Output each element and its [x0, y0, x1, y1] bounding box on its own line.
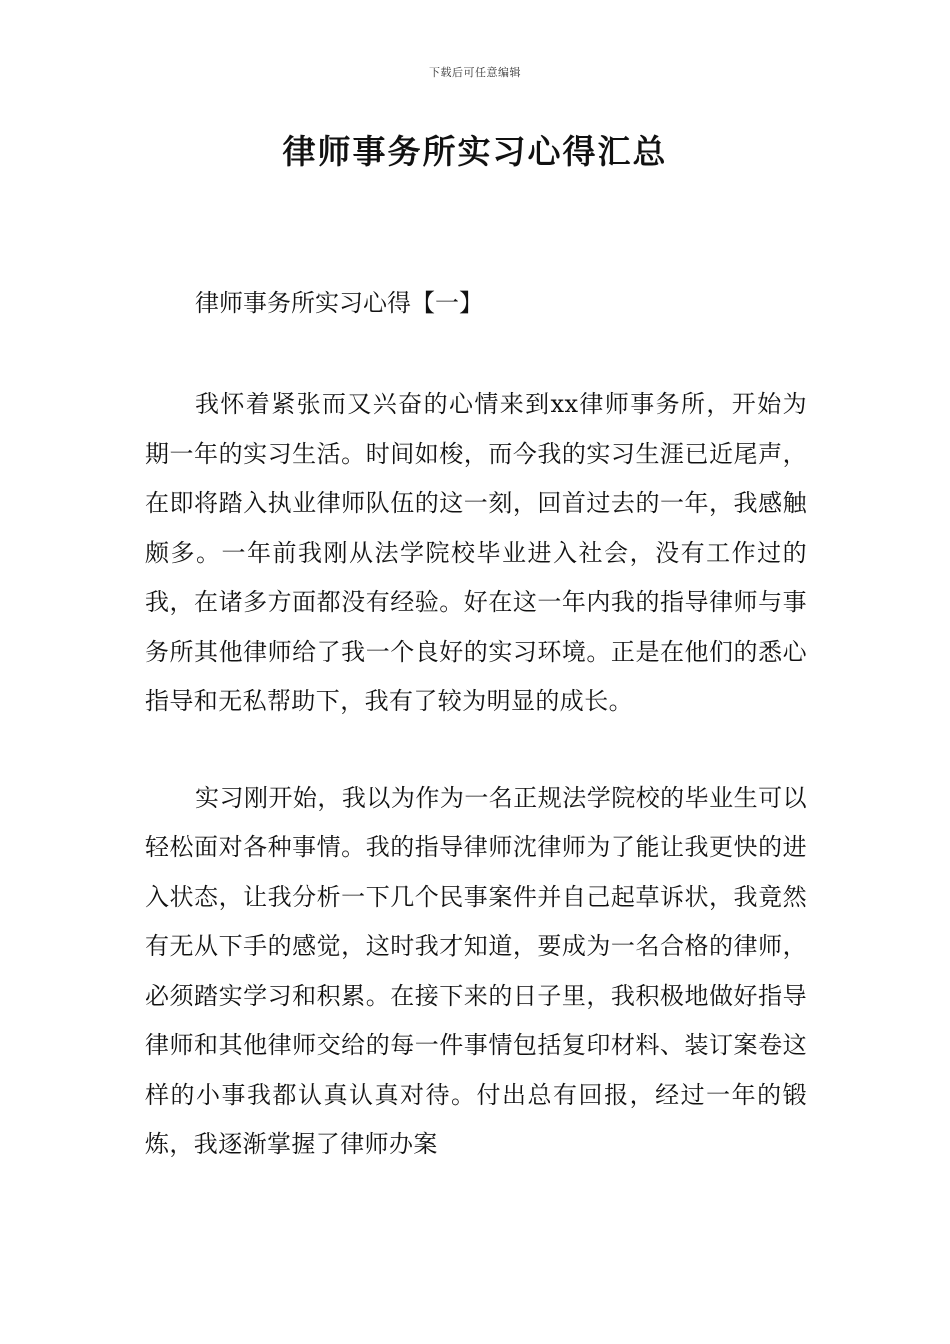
- paragraph-spacer: [145, 328, 807, 380]
- paragraph-1: 我怀着紧张而又兴奋的心情来到xx律师事务所，开始为期一年的实习生活。时间如梭，而今我的实习生涯已近尾声，在即将踏入执业律师队伍的这一刻，回首过去的一年，我感触颇多。一年前我刚从法学院校毕业进入社会，没有工作过的我，在诸多方面都没有经验。好在这一年内我的指导律师与事务所其他律师给了我一个良好的实习环境。正是在他们的悉心指导和无私帮助下，我有了较为明显的成长。: [145, 390, 807, 715]
- paragraph-2: 实习刚开始，我以为作为一名正规法学院校的毕业生可以轻松面对各种事情。我的指导律师沈律师为了能让我更快的进入状态，让我分析一下几个民事案件并自己起草诉状，我竟然有无从下手的感觉，这时我才知道，要成为一名合格的律师，必须踏实学习和积累。在接下来的日子里，我积极地做好指导律师和其他律师交给的每一件事情包括复印材料、装订案卷这样的小事我都认真认真对待。付出总有回报，经过一年的锻炼，我逐渐掌握了律师办案: [145, 783, 807, 1158]
- paragraph-spacer: [145, 727, 807, 774]
- document-body: [145, 278, 807, 1170]
- header-note: 下载后可任意编辑: [429, 66, 521, 79]
- document-title: 律师事务所实习心得汇总: [282, 132, 668, 171]
- section-heading: 律师事务所实习心得【一】: [195, 289, 483, 317]
